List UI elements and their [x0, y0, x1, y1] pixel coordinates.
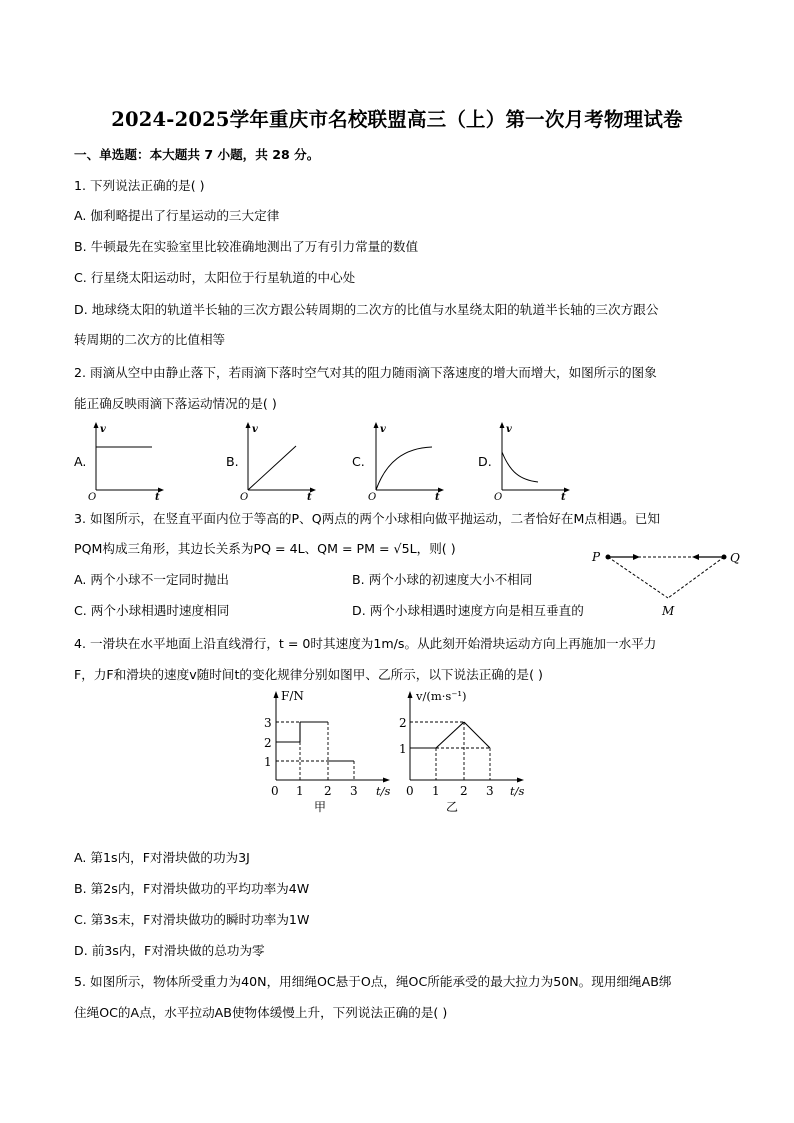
- q1-stem: 1. 下列说法正确的是( ): [74, 178, 205, 193]
- graph-caption-jia: 甲: [314, 800, 327, 814]
- point-q-label: Q: [730, 551, 740, 565]
- q5-stem-line2: 住绳OC的A点，水平拉动AB使物体缓慢上升，下列说法正确的是( ): [74, 1005, 448, 1020]
- graph-caption-yi: 乙: [446, 800, 459, 814]
- origin-label: O: [88, 492, 97, 502]
- axis-t-label: t: [561, 492, 566, 502]
- force-axis-label: F/N: [281, 689, 304, 703]
- axis-v-label: v: [380, 424, 386, 435]
- q3-option-b: B. 两个小球的初速度大小不相同: [352, 572, 533, 587]
- q4-stem-line2: F，力F和滑块的速度v随时间t的变化规律分别如图甲、乙所示，以下说法正确的是( ): [74, 667, 543, 682]
- section-heading: 一、单选题：本大题共 7 小题，共 28 分。: [74, 147, 320, 162]
- q2-graph-d: [492, 420, 572, 502]
- origin-label: O: [494, 492, 503, 502]
- point-m-label: M: [662, 604, 675, 618]
- q3-stem-line2: PQM构成三角形，其边长关系为PQ = 4L、QM = PM = √5L，则( ): [74, 541, 456, 556]
- q2-option-d-label: D.: [478, 454, 492, 469]
- q4-option-d: D. 前3s内，F对滑块做的总功为零: [74, 943, 265, 958]
- q2-graph-b: [238, 420, 318, 502]
- q3-option-c: C. 两个小球相遇时速度相同: [74, 603, 230, 618]
- velocity-ytick: 1: [399, 742, 407, 756]
- origin-label: O: [368, 492, 377, 502]
- axis-t-label: t: [307, 492, 312, 502]
- q4-graph-force: [250, 688, 400, 816]
- velocity-time-axis-label: t/s: [510, 784, 525, 798]
- q2-graph-a: [86, 420, 166, 502]
- force-xtick: 1: [296, 784, 304, 798]
- q1-option-d-line1: D. 地球绕太阳的轨道半长轴的三次方跟公转周期的二次方的比值与水星绕太阳的轨道半长轴的三次方跟公: [74, 302, 659, 317]
- q2-stem-line2: 能正确反映雨滴下落运动情况的是( ): [74, 396, 277, 411]
- axis-t-label: t: [155, 492, 160, 502]
- q3-stem-line1: 3. 如图所示，在竖直平面内位于等高的P、Q两点的两个小球相向做平抛运动，二者恰好在M点相遇。已知: [74, 511, 660, 526]
- velocity-xtick: 0: [406, 784, 414, 798]
- q4-option-c: C. 第3s末，F对滑块做功的瞬时功率为1W: [74, 912, 310, 927]
- q2-stem-line1: 2. 雨滴从空中由静止落下，若雨滴下落时空气对其的阻力随雨滴下落速度的增大而增大，如图所示的图象: [74, 365, 657, 380]
- q1-option-b: B. 牛顿最先在实验室里比较准确地测出了万有引力常量的数值: [74, 239, 419, 254]
- axis-t-label: t: [435, 492, 440, 502]
- q3-option-d: D. 两个小球相遇时速度方向是相互垂直的: [352, 603, 584, 618]
- axis-v-label: v: [100, 424, 106, 435]
- q1-option-c: C. 行星绕太阳运动时，太阳位于行星轨道的中心处: [74, 270, 356, 285]
- q1-option-d-line2: 转周期的二次方的比值相等: [74, 332, 226, 347]
- q2-graph-c: [366, 420, 446, 502]
- axis-v-label: v: [506, 424, 512, 435]
- force-ytick: 3: [264, 716, 272, 730]
- force-ytick: 1: [264, 755, 272, 769]
- origin-label: O: [240, 492, 249, 502]
- velocity-xtick: 1: [432, 784, 440, 798]
- q5-stem-line1: 5. 如图所示，物体所受重力为40N，用细绳OC悬于O点，绳OC所能承受的最大拉力为50N。现用细绳AB绑: [74, 974, 672, 989]
- q3-triangle-diagram: [588, 544, 748, 620]
- q4-option-b: B. 第2s内，F对滑块做功的平均功率为4W: [74, 881, 310, 896]
- q2-option-a-label: A.: [74, 454, 87, 469]
- velocity-xtick: 2: [460, 784, 468, 798]
- q4-stem-line1: 4. 一滑块在水平地面上沿直线滑行，t = 0时其速度为1m/s。从此刻开始滑块运动方向上再施加一水平力: [74, 636, 657, 651]
- force-xtick: 3: [350, 784, 358, 798]
- q4-option-a: A. 第1s内，F对滑块做的功为3J: [74, 850, 250, 865]
- axis-v-label: v: [252, 424, 258, 435]
- force-xtick: 0: [271, 784, 279, 798]
- exam-title: 2024-2025学年重庆市名校联盟高三（上）第一次月考物理试卷: [111, 108, 683, 131]
- q4-graph-velocity: [394, 688, 544, 816]
- force-ytick: 2: [264, 736, 272, 750]
- force-xtick: 2: [324, 784, 332, 798]
- q2-option-b-label: B.: [226, 454, 239, 469]
- force-time-axis-label: t/s: [376, 784, 391, 798]
- q1-option-a: A. 伽利略提出了行星运动的三大定律: [74, 208, 280, 223]
- velocity-axis-label: v/(m·s⁻¹): [416, 689, 467, 703]
- velocity-ytick: 2: [399, 716, 407, 730]
- point-p-label: P: [592, 550, 601, 564]
- q2-option-c-label: C.: [352, 454, 365, 469]
- velocity-xtick: 3: [486, 784, 494, 798]
- q3-option-a: A. 两个小球不一定同时抛出: [74, 572, 229, 587]
